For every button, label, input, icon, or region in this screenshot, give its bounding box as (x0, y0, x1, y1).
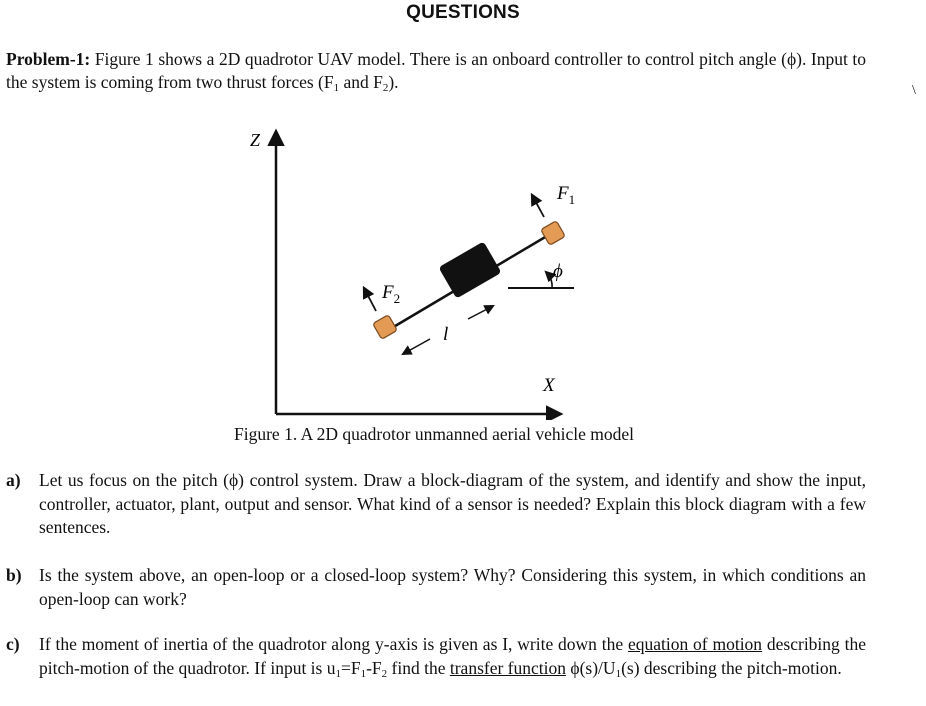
problem-statement (6, 48, 866, 94)
f2-label: $F_2$ (382, 282, 401, 306)
quadrotor-figure (230, 120, 590, 420)
z-axis-label: Z (250, 130, 261, 150)
thrust-arrow-f1 (532, 195, 544, 217)
question-a-label: a) (6, 470, 21, 490)
problem-text-mid: and F (339, 72, 383, 92)
figure-caption: Figure 1. A 2D quadrotor unmanned aerial vehicle model (234, 424, 634, 444)
problem-sub-1: 1 (333, 82, 340, 94)
rotor-1 (541, 221, 566, 246)
thrust-arrow-f2 (364, 288, 376, 311)
length-arrow-right (468, 306, 493, 319)
question-c (6, 633, 866, 680)
question-b-label: b) (6, 565, 22, 585)
question-a-text: Let us focus on the pitch (ϕ) control system. Draw a block-diagram of the system, and identify and show the input, controller, actuator, plant, output and sensor. What kind of a sensor is needed? Explain this block diagram with a few sentences. (39, 470, 866, 537)
question-b-text: Is the system above, an open-loop or a closed-loop system? Why? Considering this system, in which conditions an open-loop can work? (39, 565, 866, 609)
problem-text: Figure 1 shows a 2D quadrotor UAV model. There is an onboard controller to control pitch angle (ϕ). Input to the system is coming from two thrust forces (F (6, 49, 867, 92)
rotor-2 (373, 315, 398, 340)
stray-mark: \ (912, 83, 916, 98)
x-axis-label: X (543, 375, 555, 396)
problem-sub-2: 2 (382, 82, 389, 94)
problem-text-end: ). (388, 72, 399, 92)
phi-label: ϕ (553, 261, 563, 282)
problem-label: Problem-1: (6, 49, 91, 69)
length-label: l (443, 324, 449, 345)
question-a (6, 469, 866, 540)
question-b (6, 564, 866, 611)
f1-label: $F_1$ (557, 183, 576, 207)
quadrotor-body (438, 241, 501, 298)
phi-arc (546, 272, 552, 288)
page-heading: QUESTIONS (406, 2, 520, 23)
transfer-function-underline: transfer function (449, 657, 566, 678)
length-arrow-left (403, 339, 430, 354)
equation-of-motion-underline: equation of motion (627, 634, 763, 654)
question-c-label: c) (6, 634, 20, 654)
question-c-text: If the moment of inertia of the quadrotor along y-axis is given as I, write down the equation of motion describing the pitch-motion of the quadrotor. If input is $u_1=F_1-F_2$ find the transfer function $\phi(s)/U_1(s)$ describing the pitch-motion. (39, 634, 866, 680)
